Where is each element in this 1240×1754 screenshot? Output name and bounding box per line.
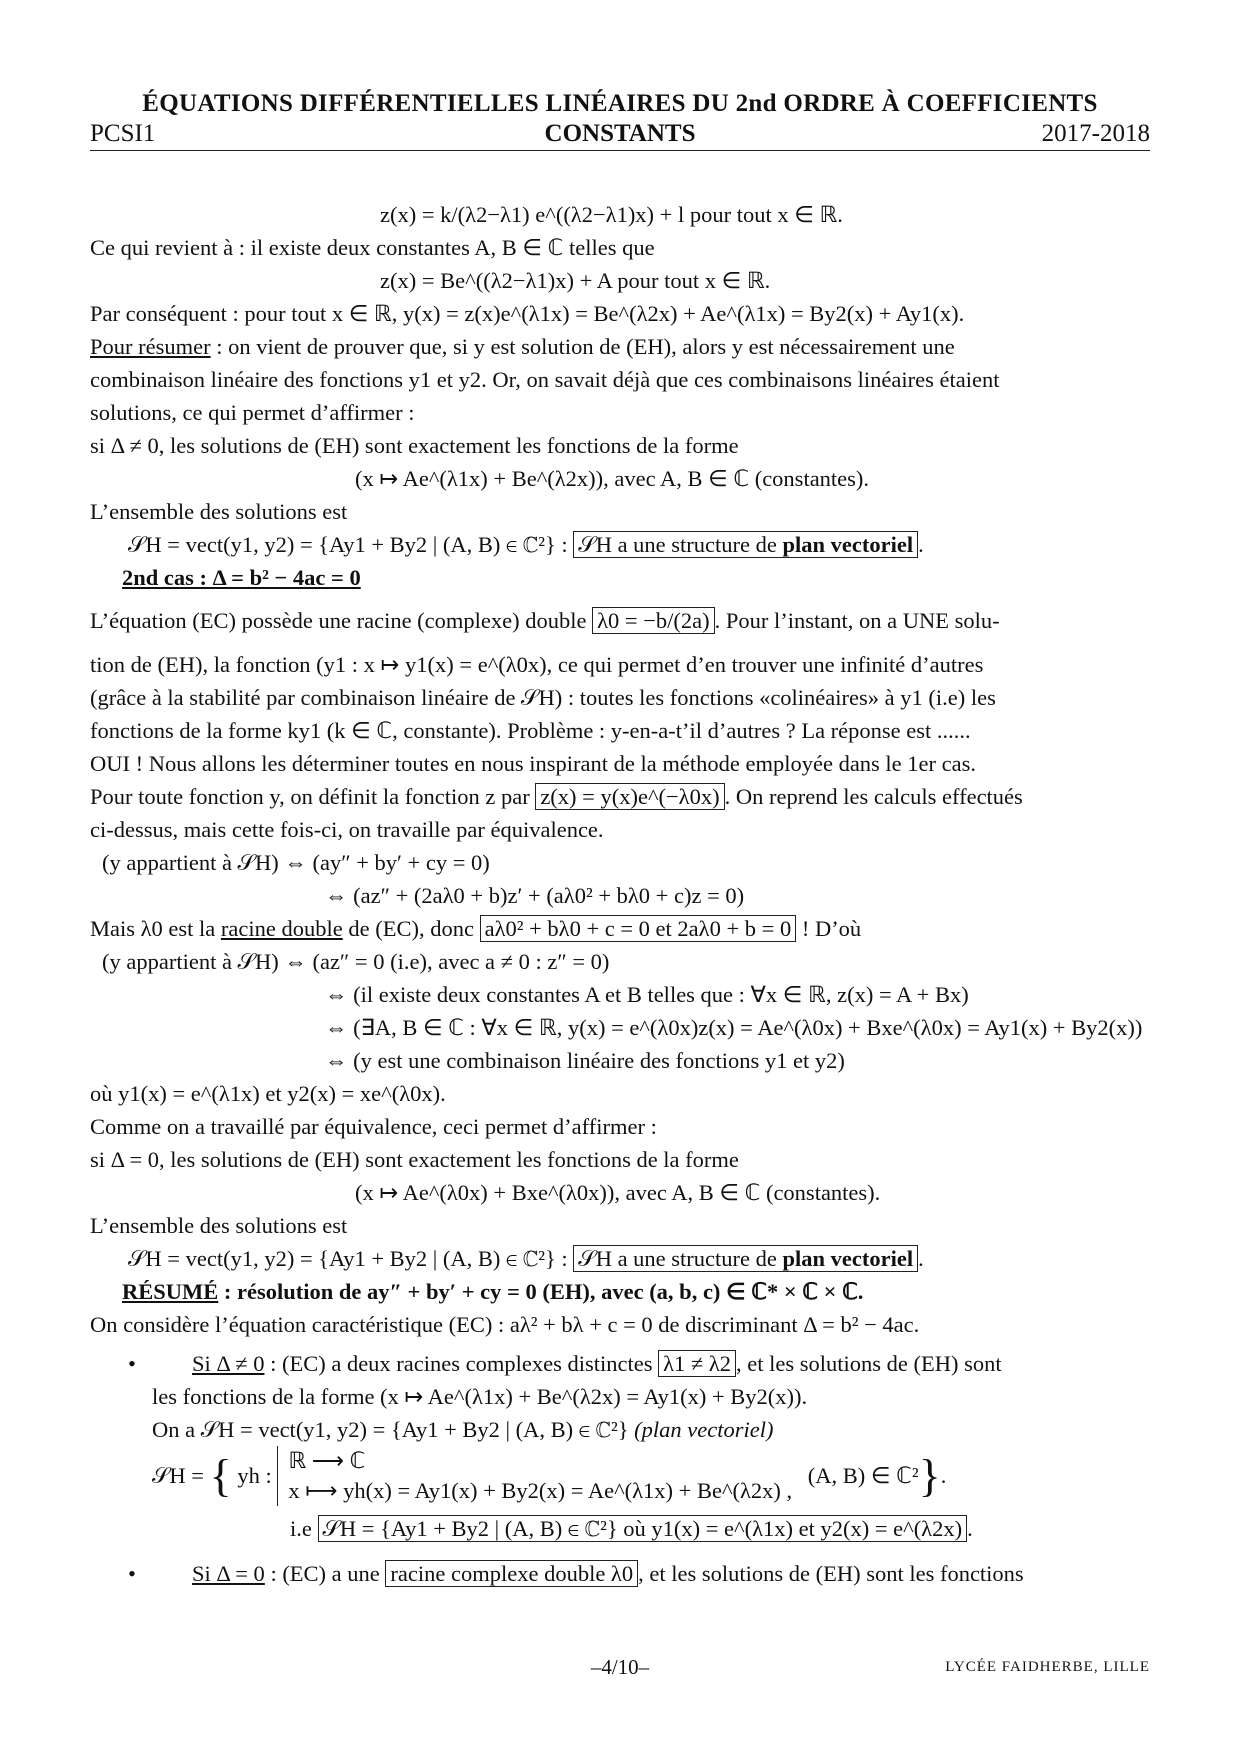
mapping-matrix [277,1446,792,1506]
formula-solutions: (x ↦ Ae^(λ0x) + Bxe^(λ0x)), avec A, B ∈ ℂ (constantes). [355,1180,881,1205]
mapping-rule: x ⟼ yh(x) = Ay1(x) + By2(x) = Ae^(λ1x) + Be^(λ2x) , [288,1478,793,1503]
formula-z: z(x) = k/(λ2−λ1) e^((λ2−λ1)x) + l pour tout x ∈ ℝ. [380,202,843,227]
text-span: , et les solutions de (EH) sont les fonctions [638,1561,1024,1586]
formula-solutions: (x ↦ Ae^(λ1x) + Be^(λ2x)), avec A, B ∈ ℂ (constantes). [355,466,870,491]
bullet-icon: • [128,1561,136,1586]
underlined-term: racine double [220,916,343,941]
boxed-conditions: aλ0² + bλ0 + c = 0 et 2aλ0 + b = 0 [480,915,797,942]
boxed-roots: λ1 ≠ λ2 [658,1350,736,1377]
formula-sh: 𝒮H = vect(y1, y2) = {Ay1 + By2 | (A, B) ∈ ℂ²} : 𝒮H a une structure de plan vectoriel . [128,1246,924,1271]
page-body [90,198,1150,1590]
text-span: 𝒮H = [152,1463,210,1488]
text-line: Par conséquent : pour tout x ∈ ℝ, y(x) = z(x)e^(λ1x) = Be^(λ2x) + Ae^(λ1x) = By2(x) + Ay1(x). [90,301,965,326]
set-definition: 𝒮H = { yh : ℝ ⟶ ℂ x ⟼ yh(x) = Ay1(x) + By2(x) = Ae^(λ1x) + Be^(λ2x) , (A, B) ∈ ℂ²}. [90,1446,1150,1512]
boxed-result [573,531,918,558]
text-line: solutions, ce qui permet d’affirmer : [90,400,415,425]
text-line: L’ensemble des solutions est [90,499,348,524]
text-span: 𝒮H a une structure de [578,1246,783,1271]
text-span: de (EC), donc [342,916,480,941]
summary-label: RÉSUMÉ [122,1279,219,1304]
equivalence-line: ⇔ (az″ + (2aλ0 + b)z′ + (aλ0² + bλ0 + c)z = 0) [325,883,745,908]
text-span: (A, B) ∈ ℂ² [807,1463,919,1488]
text-line: (grâce à la stabilité par combinaison linéaire de 𝒮H) : toutes les fonctions «colinéaires» à y1 (i.e) les [90,685,996,710]
case-heading: 2nd cas : Δ = b² − 4ac = 0 [122,565,361,590]
equivalence-line: (y appartient à 𝒮H) ⇔ (ay″ + by′ + cy = 0) [102,850,490,875]
mapping-domain: ℝ ⟶ ℂ [288,1448,366,1473]
bold-term: plan vectoriel [782,532,914,557]
text-span: . Pour l’instant, on a UNE solu- [714,608,1000,633]
equivalence-line: ⇔ (il existe deux constantes A et B telles que : ∀x ∈ ℝ, z(x) = A + Bx) [325,982,969,1007]
text-line [90,1413,1150,1446]
boxed-summary: 𝒮H = {Ay1 + By2 | (A, B) ∈ ℂ²} où y1(x) = e^(λ1x) et y2(x) = e^(λ2x) [318,1515,968,1542]
bullet-case-1 [90,1347,1150,1380]
underlined-term: Si Δ = 0 [192,1561,265,1586]
text-line: Comme on a travaillé par équivalence, ceci permet d’affirmer : [90,1114,657,1139]
boxed-lambda0: λ0 = −b/(2a) [592,607,715,634]
text-line: où y1(x) = e^(λ1x) et y2(x) = xe^(λ0x). [90,1081,446,1106]
text-span: 𝒮H = vect(y1, y2) = {Ay1 + By2 | (A, B) ∈ ℂ²} : [128,1246,574,1271]
text-line [90,330,1150,363]
equivalence-line: ⇔ (y est une combinaison linéaire des fonctions y1 et y2) [325,1048,845,1073]
text-line: OUI ! Nous allons les déterminer toutes en nous inspirant de la méthode employée dans le 1er cas. [90,751,977,776]
bullet-icon: • [128,1351,136,1376]
text-span: . On reprend les calculs effectués [724,784,1023,809]
text-span: 𝒮H a une structure de [578,532,783,557]
boxed-z-def: z(x) = y(x)e^(−λ0x) [535,783,724,810]
page-number: –4/10– [590,1655,650,1679]
bold-term: plan vectoriel [782,1246,914,1271]
text-line: On considère l’équation caractéristique (EC) : aλ² + bλ + c = 0 de discriminant Δ = b² − 4ac. [90,1312,920,1337]
brace-open: { [209,1450,232,1501]
text-span: ! D’où [796,916,862,941]
text-line: combinaison linéaire des fonctions y1 et y2. Or, on savait déjà que ces combinaisons linéaires étaient [90,367,1000,392]
text-line [90,594,1150,648]
summary-title: : résolution de ay″ + by′ + cy = 0 (EH), avec (a, b, c) ∈ ℂ* × ℂ × ℂ. [218,1279,864,1304]
italic-note: (plan vectoriel) [634,1417,774,1442]
equivalence-line: ⇔ (∃A, B ∈ ℂ : ∀x ∈ ℝ, y(x) = e^(λ0x)z(x) = Ae^(λ0x) + Bxe^(λ0x) = Ay1(x) + By2(x)) [325,1015,1143,1040]
text-line [90,912,1150,945]
formula-z-2: z(x) = Be^((λ2−λ1)x) + A pour tout x ∈ ℝ. [380,268,771,293]
text-span: : (EC) a deux racines complexes distinctes [264,1351,659,1376]
text-line: ci-dessus, mais cette fois-ci, on travaille par équivalence. [90,817,604,842]
underlined-term: Si Δ ≠ 0 [192,1351,265,1376]
header-subtitle: CONSTANTS [544,120,696,147]
text-span: : on vient de prouver que, si y est solution de (EH), alors y est nécessairement une [210,334,955,359]
header-year: 2017-2018 [1041,120,1150,147]
header-bar [90,120,1150,151]
brace-close: } [918,1450,941,1501]
header-title: ÉQUATIONS DIFFÉRENTIELLES LINÉAIRES DU 2nd ORDRE À COEFFICIENTS [142,90,1098,117]
bullet-case-2 [90,1557,1150,1590]
section-heading [90,561,1150,594]
text-line: si Δ = 0, les solutions de (EH) sont exactement les fonctions de la forme [90,1147,739,1172]
text-line: i.e 𝒮H = {Ay1 + By2 | (A, B) ∈ ℂ²} où y1(x) = e^(λ1x) et y2(x) = e^(λ2x) . [290,1516,973,1541]
text-span: i.e [290,1516,318,1541]
text-line: si Δ ≠ 0, les solutions de (EH) sont exactement les fonctions de la forme [90,433,739,458]
header-class: PCSI1 [90,120,156,147]
text-line: Ce qui revient à : il existe deux constantes A, B ∈ ℂ telles que [90,235,655,260]
formula-sh: 𝒮H = vect(y1, y2) = {Ay1 + By2 | (A, B) ∈ ℂ²} : 𝒮H a une structure de plan vectoriel . [128,532,924,557]
text-line: les fonctions de la forme (x ↦ Ae^(λ1x) + Be^(λ2x) = Ay1(x) + By2(x)). [152,1384,808,1409]
text-span: On a 𝒮H = vect(y1, y2) = {Ay1 + By2 | (A, B) ∈ ℂ²} [152,1417,635,1442]
equivalence-line: (y appartient à 𝒮H) ⇔ (az″ = 0 (i.e), avec a ≠ 0 : z″ = 0) [102,949,610,974]
text-span: Pour toute fonction y, on définit la fonction z par [90,784,536,809]
text-span: Mais λ0 est la [90,916,221,941]
text-line: tion de (EH), la fonction (y1 : x ↦ y1(x) = e^(λ0x), ce qui permet d’en trouver une infinité d’autres [90,652,984,677]
text-line [90,780,1150,813]
text-line: L’ensemble des solutions est [90,1213,348,1238]
school-name: LYCÉE FAIDHERBE, LILLE [945,1659,1150,1675]
summary-heading [90,1275,1150,1308]
boxed-result [573,1245,918,1272]
text-span: , et les solutions de (EH) sont [736,1351,1002,1376]
boxed-double-root: racine complexe double λ0 [385,1560,638,1587]
underlined-term: Pour résumer [90,334,211,359]
text-line: fonctions de la forme ky1 (k ∈ ℂ, constante). Problème : y-en-a-t’il d’autres ? La réponse est ...... [90,718,971,743]
text-span: yh : [237,1463,272,1488]
text-span: 𝒮H = vect(y1, y2) = {Ay1 + By2 | (A, B) ∈ ℂ²} : [128,532,574,557]
text-span: L’équation (EC) possède une racine (complexe) double [90,608,593,633]
text-span: : (EC) a une [264,1561,386,1586]
